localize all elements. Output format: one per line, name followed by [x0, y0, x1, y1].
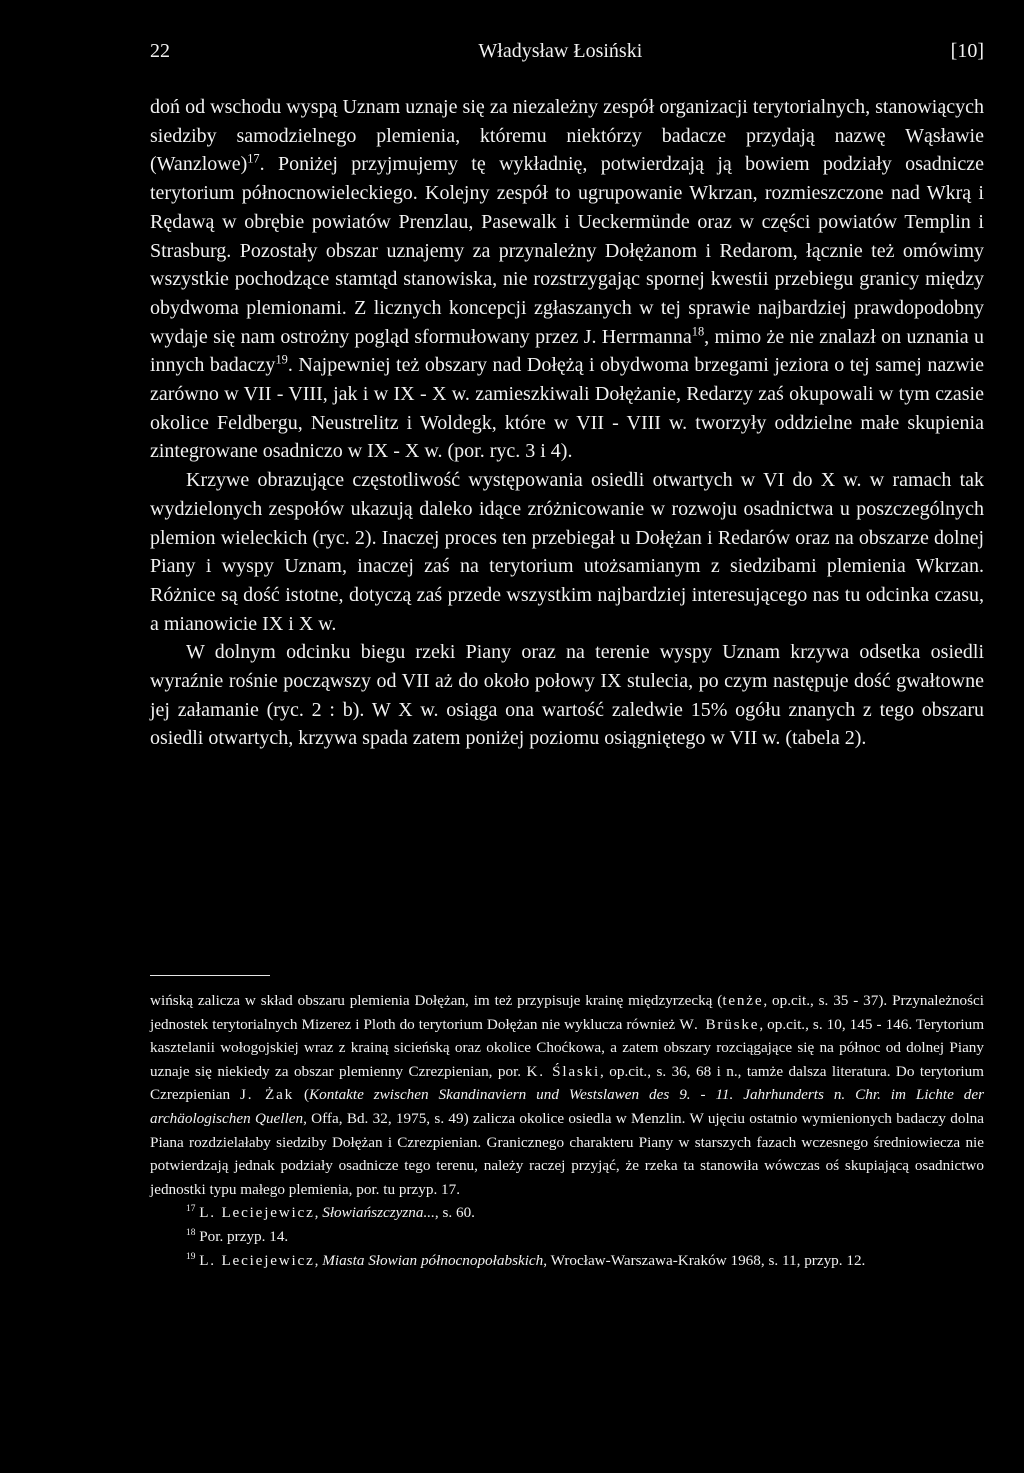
author-name: L. Leciejewicz	[199, 1251, 315, 1269]
author-name: L. Leciejewicz	[199, 1204, 315, 1222]
running-header	[150, 40, 984, 63]
text-run: , op.cit., s. 10, 145 - 146. Terytorium kasztelanii wołogojskiej wraz z krainą sicieńską oraz okolice Choćkowa, a zatem obszary rozciągające się na północ od dolnej Piany uznaje się niekiedy za obszar plemienny Czrezpienian, por.	[150, 1015, 985, 1080]
text-run: . Poniżej przyjmujemy tę wykładnię, potwierdzają ją bowiem podziały osadnicze terytorium północnowieleckiego. Kolejny zespół to ugrupowanie Wkrzan, rozmieszczone nad Wkrą i Rędawą w obrębie powiatów Prenzlau, Pasewalk i Ueckermünde oraz w części powiatów Templin i Strasburg. Pozostały obszar uznajemy za przynależny Dołężanom i Redarom, łącznie też omówimy wszystkie pochodzące stamtąd stanowiska, nie rozstrzygając spornej kwestii przebiegu granicy między obydwoma plemionami. Z licznych koncepcji zgłaszanych w tej sprawie najbardziej prawdopodobny wydaje się nam ostrożny pogląd sformułowany przez J. Herrmanna	[150, 153, 984, 348]
footnotes	[150, 989, 984, 1272]
footnote-continued	[150, 989, 984, 1201]
footnote-marker: 19	[186, 1251, 196, 1262]
text-run: , mimo że nie znalazł on uznania u innych badaczy	[150, 325, 984, 377]
footnote-marker: 17	[186, 1204, 196, 1215]
footnote-ref-17[interactable]: 17	[247, 151, 260, 166]
text-run: ,	[314, 1251, 323, 1269]
text-run: doń od wschodu wyspą Uznam uznaje się za niezależny zespół organizacji terytorialnych, stanowiących siedziby samodzielnego plemienia, któremu niektórzy badacze przydają nazwę Wąsławie (Wanzlowe)	[150, 96, 984, 176]
author-name: J. Żak	[240, 1086, 295, 1104]
text-run: ,	[314, 1204, 323, 1222]
text-run: Por. przyp. 14.	[199, 1227, 289, 1245]
paragraph-3: W dolnym odcinku biegu rzeki Piany oraz na terenie wyspy Uznam krzywa odsetka osiedli wyraźnie rośnie począwszy od VII aż do około połowy IX stulecia, po czym następuje dość gwałtowne jej załamanie (ryc. 2 : b). W X w. osiąga ona wartość zaledwie 15% ogółu znanych z tego obszaru osiedli otwartych, krzywa spada zatem poniżej poziomu osiągniętego w VII w. (tabela 2).	[150, 641, 984, 750]
footnote-ref-19[interactable]: 19	[275, 352, 288, 367]
footnote-marker: 18	[186, 1228, 196, 1239]
footnote-ref-18[interactable]: 18	[691, 323, 705, 338]
text-run: (	[294, 1086, 310, 1104]
footnote-separator	[150, 975, 270, 976]
author-name: W. Brüske	[679, 1015, 760, 1033]
cited-title: Miasta Słowian północnopołabskich	[322, 1251, 544, 1269]
cited-title: Słowiańszczyzna...	[322, 1204, 435, 1222]
footnote-17	[150, 1201, 984, 1225]
paragraph-1	[150, 93, 984, 466]
text-run: wińską zalicza w skład obszaru plemienia Dołężan, im też przypisuje krainę międzyrzecką (	[150, 992, 723, 1009]
page-number: 22	[150, 40, 170, 62]
footnote-18	[150, 1225, 984, 1249]
paragraph-2: Krzywe obrazujące częstotliwość występowania osiedli otwartych w VI do X w. w ramach tak wydzielonych zespołów ukazują daleko idące zróżnicowanie w rozwoju osadnictwa u poszczególnych plemion wieleckich (ryc. 2). Inaczej proces ten przebiegał u Dołężan i Redarów oraz na obszarze dolnej Piany i wyspy Uznam, inaczej zaś na terytorium utożsamianym z siedzibami plemienia Wkrzan. Różnice są dość istotne, dotyczą zaś przede wszystkim najbardziej interesującego nas tu odcinka czasu, a mianowicie IX i X w.	[150, 469, 984, 635]
text-run: , s. 60.	[434, 1204, 475, 1222]
text-run: . Najpewniej też obszary nad Dołężą i obydwoma brzegami jeziora o tej samej nazwie zarówno w VII - VIII, jak i w IX - X w. zamieszkiwali Dołężanie, Redarzy zaś okupowali w tym czasie okolice Feldbergu, Neustrelitz i Woldegk, które w VII - VIII w. tworzyły oddzielne małe skupienia zintegrowane osadniczo w IX - X w. (por. ryc. 3 i 4).	[150, 354, 984, 463]
text-run: , Wrocław-Warszawa-Kraków 1968, s. 11, przyp. 12.	[543, 1251, 866, 1269]
section-number: [10]	[950, 40, 984, 62]
author-name: K. Ślaski	[526, 1062, 601, 1080]
main-text	[150, 93, 984, 753]
running-author: Władysław Łosiński	[478, 40, 643, 62]
footnote-19	[150, 1249, 984, 1273]
cited-title: Kontakte zwischen Skandinaviern und Westslawen des 9. - 11. Jahrhunderts n. Chr. im Lichte der archäologischen Quellen	[150, 1086, 984, 1127]
text-run: , op.cit., s. 35 - 37). Przynależności jednostek terytorialnych Mizerez i Ploth do terytorium Dołężan nie wyklucza również	[150, 992, 985, 1033]
author-name: tenże	[722, 992, 764, 1009]
text-run: , Offa, Bd. 32, 1975, s. 49) zalicza okolice osiedla w Menzlin. W ujęciu ostatnio wymienionych badaczy dolna Piana rozdzielałaby siedziby Dołężan i Czrezpienian. Granicznego charakteru Piany w starszych fazach wczesnego średniowiecza nie potwierdzają jednak podziały osadnicze tego terenu, należy raczej przyjąć, że rzeka ta stanowiła wówczas oś skupiającą osadnictwo jednostki typu małego plemienia, por. tu przyp. 17.	[150, 1109, 984, 1198]
text-run: , op.cit., s. 36, 68 i n., tamże dalsza literatura. Do terytorium Czrezpienian	[150, 1062, 985, 1104]
